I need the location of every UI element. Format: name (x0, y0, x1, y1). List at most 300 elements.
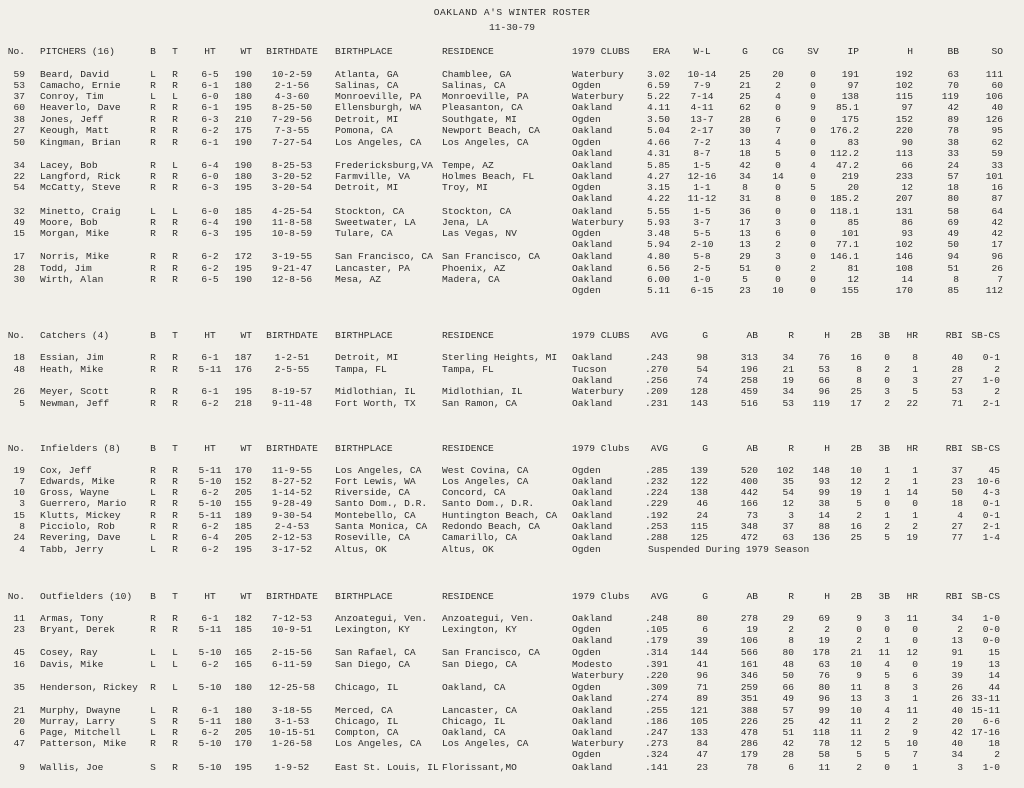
column-header: BIRTHDATE (266, 330, 318, 341)
player-cell: Oakland, CA (442, 682, 506, 693)
stat-cell: 26 (991, 263, 1003, 274)
player-cell: 7-29-56 (271, 114, 313, 125)
column-header: No. (7, 330, 25, 341)
stat-cell: 0-1 (982, 510, 1000, 521)
stat-cell: 10-6 (976, 476, 1000, 487)
column-header: SV (807, 46, 819, 57)
stat-cell: 33-11 (971, 693, 1000, 705)
stat-cell: 25 (739, 69, 751, 80)
stat-cell: 7 (775, 125, 781, 136)
stat-cell: 226 (740, 716, 758, 727)
column-header: BIRTHPLACE (335, 443, 393, 454)
stat-cell: 6.00 (646, 274, 670, 285)
stat-cell: 4 (957, 510, 963, 521)
player-cell: 5 (19, 398, 25, 409)
stat-cell: 348 (740, 521, 758, 532)
stat-cell: 0-1 (982, 498, 1000, 509)
player-cell: R (150, 171, 156, 182)
stat-cell: .186 (644, 716, 668, 727)
stat-cell: 119 (812, 398, 830, 409)
stat-cell: .192 (644, 510, 668, 521)
stat-cell: 74 (696, 375, 708, 387)
stat-cell: 2-10 (690, 239, 714, 251)
column-header: HT (204, 443, 216, 454)
stat-cell: 28 (951, 364, 963, 375)
stat-cell: 0 (884, 375, 890, 387)
stat-cell: 105 (690, 716, 708, 727)
player-cell: 195 (234, 544, 252, 555)
stat-cell: 25 (850, 532, 862, 543)
stat-cell: 62 (991, 137, 1003, 148)
stat-cell: 2 (884, 476, 890, 487)
player-cell: 6-2 (201, 125, 219, 136)
stat-cell: 5-5 (693, 228, 711, 239)
player-cell: L (150, 544, 156, 555)
stat-cell: 5 (884, 670, 890, 682)
stat-cell: 20 (951, 716, 963, 727)
player-name: Morgan, Mike (40, 228, 110, 239)
player-cell: Detroit, MI (335, 114, 399, 125)
stat-cell: 2 (994, 364, 1000, 375)
stat-cell: 96 (818, 693, 830, 705)
stat-cell: 0 (810, 228, 816, 239)
stat-cell: 8-7 (693, 148, 711, 160)
player-cell: R (150, 160, 156, 171)
club-cell: Ogden (572, 228, 601, 239)
stat-cell: 78 (746, 762, 758, 773)
player-name: Henderson, Rickey (40, 682, 138, 693)
stat-cell: 113 (895, 148, 913, 160)
player-cell: Madera, CA (442, 274, 500, 285)
club-cell: Waterbury (572, 91, 624, 102)
player-cell: R (150, 465, 156, 476)
stat-cell: 20 (847, 182, 859, 193)
column-header: R (788, 330, 794, 341)
stat-cell: 96 (696, 670, 708, 682)
stat-cell: 4 (884, 659, 890, 670)
player-cell: Fort Worth, TX (335, 398, 416, 409)
club-cell: Oakland (572, 487, 613, 498)
player-cell: R (150, 521, 156, 532)
player-cell: 53 (13, 80, 25, 91)
stat-cell: 37 (951, 465, 963, 476)
stat-cell: 122 (690, 476, 708, 487)
stat-cell: 91 (951, 647, 963, 658)
stat-cell: 4.31 (646, 148, 670, 160)
player-cell: 180 (234, 80, 252, 91)
stat-cell: 89 (696, 693, 708, 705)
column-header: WT (240, 330, 252, 341)
player-cell: 5-10 (198, 647, 222, 658)
player-cell: Anzoategui, Ven. (442, 613, 535, 624)
stat-cell: 23 (696, 762, 708, 773)
column-header: H (824, 443, 830, 454)
player-cell: Los Angeles, CA (442, 476, 529, 487)
player-cell: Chamblee, GA (442, 69, 512, 80)
column-header: G (702, 443, 708, 454)
stat-cell: 2-5 (693, 263, 711, 274)
stat-cell: 63 (818, 659, 830, 670)
player-cell: R (150, 682, 156, 693)
stat-cell: 16 (991, 182, 1003, 193)
column-header: B (150, 443, 156, 454)
stat-cell: 60 (991, 80, 1003, 91)
player-cell: L (150, 647, 156, 658)
stat-cell: 27 (951, 521, 963, 532)
player-cell: 5-10 (198, 738, 222, 749)
column-header: 2B (850, 443, 862, 454)
player-cell: 3-17-52 (271, 544, 313, 555)
stat-cell: 4 (775, 137, 781, 148)
player-cell: Redondo Beach, CA (442, 521, 540, 532)
stat-cell: 0 (810, 171, 816, 182)
stat-cell: .274 (644, 693, 668, 705)
column-header: RESIDENCE (442, 443, 494, 454)
club-cell: Oakland (572, 171, 613, 182)
player-cell: 6-2 (201, 521, 219, 532)
stat-cell: 28 (739, 114, 751, 125)
player-cell: 5-10 (198, 476, 222, 487)
stat-cell: 152 (895, 114, 913, 125)
stat-cell: 170 (895, 285, 913, 297)
stat-cell: 11 (850, 727, 862, 738)
player-cell: Farmville, VA (335, 171, 410, 182)
stat-cell: 442 (740, 487, 758, 498)
player-cell: L (150, 532, 156, 543)
player-cell: 5-11 (198, 465, 222, 476)
player-cell: 10-8-59 (271, 228, 313, 239)
player-cell: 24 (13, 532, 25, 543)
stat-cell: 14 (901, 274, 913, 285)
stat-cell: 36 (739, 206, 751, 217)
stat-cell: 39 (696, 635, 708, 647)
club-cell: Waterbury (572, 738, 624, 749)
stat-cell: 40 (951, 738, 963, 749)
stat-cell: 1 (912, 510, 918, 521)
player-cell: Sweetwater, LA (335, 217, 416, 228)
stat-cell: 34 (782, 386, 794, 397)
stat-cell: 14 (988, 670, 1000, 682)
stat-cell: 10-14 (687, 69, 717, 80)
player-cell: 7-3-55 (274, 125, 310, 136)
player-cell: R (172, 274, 178, 285)
stat-cell: 71 (951, 398, 963, 409)
stat-cell: 2 (994, 386, 1000, 397)
stat-cell: 54 (782, 487, 794, 498)
column-header: WT (240, 591, 252, 602)
stat-cell: 6 (702, 624, 708, 635)
stat-cell: 5 (856, 749, 862, 761)
player-cell: R (172, 487, 178, 498)
player-cell: 8-25-50 (271, 102, 313, 113)
player-cell: 180 (234, 171, 252, 182)
player-cell: 16 (13, 659, 25, 670)
stat-cell: 66 (818, 375, 830, 387)
player-cell: 7-12-53 (271, 613, 313, 624)
club-cell: Oakland (572, 521, 613, 532)
column-header: 1979 CLUBS (572, 46, 630, 57)
player-cell: Atlanta, GA (335, 69, 399, 80)
stat-cell: 39 (951, 670, 963, 682)
player-cell: 6 (19, 727, 25, 738)
player-cell: Los Angeles, CA (442, 137, 529, 148)
stat-cell: 3 (912, 682, 918, 693)
stat-cell: 9 (856, 613, 862, 624)
player-name: Wirth, Alan (40, 274, 104, 285)
stat-cell: 112 (985, 285, 1003, 297)
player-cell: West Covina, CA (442, 465, 529, 476)
stat-cell: 219 (841, 171, 859, 182)
player-cell: 2-15-56 (271, 647, 313, 658)
player-cell: 195 (234, 762, 252, 773)
player-cell: Los Angeles, CA (335, 465, 422, 476)
player-cell: 37 (13, 91, 25, 102)
player-cell: R (150, 352, 156, 363)
stat-cell: 1 (912, 762, 918, 773)
stat-cell: 0 (912, 659, 918, 670)
club-cell: Oakland (572, 716, 613, 727)
player-cell: Monroeville, PA (335, 91, 422, 102)
column-header: SB-CS (971, 330, 1000, 341)
stat-cell: 13 (988, 659, 1000, 670)
player-cell: 38 (13, 114, 25, 125)
stat-cell: 4.66 (646, 137, 670, 148)
stat-cell: 0-1 (982, 352, 1000, 363)
stat-cell: 6 (775, 228, 781, 239)
stat-cell: 66 (782, 682, 794, 693)
stat-cell: 40 (991, 102, 1003, 113)
stat-cell: 83 (847, 137, 859, 148)
stat-cell: 54 (696, 364, 708, 375)
column-header: SB-CS (971, 443, 1000, 454)
stat-cell: 12 (850, 476, 862, 487)
player-cell: 5-11 (198, 716, 222, 727)
stat-cell: 108 (895, 263, 913, 274)
column-header: CG (772, 46, 784, 57)
player-name: Norris, Mike (40, 251, 110, 262)
player-cell: 9-21-47 (271, 263, 313, 274)
player-cell: R (150, 738, 156, 749)
player-cell: 6-4 (201, 532, 219, 543)
player-cell: 6-11-59 (271, 659, 313, 670)
stat-cell: 346 (740, 670, 758, 682)
stat-cell: 42 (951, 727, 963, 738)
stat-cell: 37 (782, 521, 794, 532)
stat-cell: 7 (997, 274, 1003, 285)
stat-cell: 77.1 (835, 239, 859, 251)
stat-cell: 0 (810, 80, 816, 91)
player-name: Edwards, Mike (40, 476, 115, 487)
stat-cell: 6 (912, 670, 918, 682)
stat-cell: 3 (775, 251, 781, 262)
stat-cell: 20 (772, 69, 784, 80)
player-cell: Troy, MI (442, 182, 489, 193)
stat-cell: 17 (850, 398, 862, 409)
stat-cell: 51 (947, 263, 959, 274)
player-cell: 2-4-53 (274, 521, 310, 532)
player-cell: Lancaster, CA (442, 705, 517, 716)
stat-cell: 3.15 (646, 182, 670, 193)
column-header: G (702, 330, 708, 341)
player-cell: Detroit, MI (335, 352, 399, 363)
player-name: Tabb, Jerry (40, 544, 104, 555)
player-cell: 6-3 (201, 114, 219, 125)
stat-cell: 0 (810, 285, 816, 297)
stat-cell: 0 (912, 624, 918, 635)
stat-cell: 42 (818, 716, 830, 727)
stat-cell: 102 (895, 239, 913, 251)
stat-cell: 25 (850, 386, 862, 397)
player-cell: 170 (234, 738, 252, 749)
player-cell: 5-10 (198, 762, 222, 773)
stat-cell: 34 (951, 613, 963, 624)
club-cell: Oakland (572, 476, 613, 487)
stat-cell: .314 (644, 647, 668, 658)
player-cell: 210 (234, 114, 252, 125)
player-cell: R (172, 171, 178, 182)
player-cell: 12-8-56 (271, 274, 313, 285)
player-cell: Los Angeles, CA (335, 137, 422, 148)
player-cell: Altus, OK (442, 544, 494, 555)
player-cell: 6-2 (201, 487, 219, 498)
stat-cell: 34 (782, 352, 794, 363)
player-name: Meyer, Scott (40, 386, 110, 397)
club-cell: Waterbury (572, 386, 624, 397)
stat-cell: 3 (884, 386, 890, 397)
club-cell: Waterbury (572, 217, 624, 228)
stat-cell: 49 (782, 693, 794, 705)
player-cell: 8 (19, 521, 25, 532)
stat-cell: 44 (988, 682, 1000, 693)
player-cell: 1-9-52 (274, 762, 310, 773)
stat-cell: 19 (850, 487, 862, 498)
player-cell: 185 (234, 521, 252, 532)
club-cell: Oakland (572, 125, 613, 136)
stat-cell: 31 (739, 193, 751, 205)
player-cell: 6-1 (201, 386, 219, 397)
stat-cell: 258 (740, 375, 758, 387)
stat-cell: 33 (991, 160, 1003, 171)
player-cell: 172 (234, 251, 252, 262)
stat-cell: 8 (788, 635, 794, 647)
stat-cell: .247 (644, 727, 668, 738)
stat-cell: 80 (947, 193, 959, 205)
player-cell: Stockton, CA (335, 206, 405, 217)
stat-cell: .229 (644, 498, 668, 509)
player-cell: 11-8-58 (271, 217, 313, 228)
stat-cell: 1 (884, 635, 890, 647)
player-name: Heaverlo, Dave (40, 102, 121, 113)
stat-cell: .243 (644, 352, 668, 363)
stat-cell: 1 (884, 510, 890, 521)
player-cell: Tampa, FL (442, 364, 494, 375)
stat-cell: 50 (951, 487, 963, 498)
stat-cell: 1 (884, 465, 890, 476)
stat-cell: 16 (850, 352, 862, 363)
column-header: AVG (650, 330, 668, 341)
stat-cell: 57 (782, 705, 794, 716)
stat-cell: 0 (912, 635, 918, 647)
stat-cell: 1-5 (693, 206, 711, 217)
column-header: BIRTHDATE (266, 46, 318, 57)
player-cell: 6-0 (201, 206, 219, 217)
column-header: 3B (878, 330, 890, 341)
column-header: T (172, 330, 178, 341)
stat-cell: 26 (951, 693, 963, 705)
stat-cell: 94 (947, 251, 959, 262)
stat-cell: 5 (884, 738, 890, 749)
player-cell: Salinas, CA (335, 80, 399, 91)
stat-cell: 0-0 (982, 624, 1000, 635)
player-cell: L (150, 487, 156, 498)
stat-cell: 106 (740, 635, 758, 647)
stat-cell: 18 (947, 182, 959, 193)
stat-cell: 63 (782, 532, 794, 543)
stat-cell: 2 (884, 727, 890, 738)
player-cell: R (150, 398, 156, 409)
stat-cell: 2 (856, 510, 862, 521)
column-header: PITCHERS (16) (40, 46, 115, 57)
player-cell: 180 (234, 682, 252, 693)
stat-cell: 5.85 (646, 160, 670, 171)
player-cell: R (150, 476, 156, 487)
stat-cell: 10 (772, 285, 784, 297)
stat-cell: 101 (985, 171, 1003, 182)
stat-cell: 8 (856, 364, 862, 375)
player-cell: 205 (234, 532, 252, 543)
column-header: B (150, 46, 156, 57)
stat-cell: 5 (912, 386, 918, 397)
stat-cell: 45 (988, 465, 1000, 476)
player-cell: R (150, 114, 156, 125)
column-header: SB-CS (971, 591, 1000, 602)
column-header: BIRTHPLACE (335, 330, 393, 341)
stat-cell: 19 (906, 532, 918, 543)
column-header: Infielders (8) (40, 443, 121, 454)
stat-cell: 146.1 (830, 251, 859, 262)
column-header: AVG (650, 443, 668, 454)
stat-cell: 220 (895, 125, 913, 136)
stat-cell: 5.94 (646, 239, 670, 251)
column-header: IP (847, 46, 859, 57)
player-cell: 21 (13, 705, 25, 716)
player-cell: 1-14-52 (271, 487, 313, 498)
stat-cell: 131 (895, 206, 913, 217)
stat-cell: 0 (775, 182, 781, 193)
stat-cell: 62 (739, 102, 751, 113)
stat-cell: .253 (644, 521, 668, 532)
stat-cell: 0 (884, 498, 890, 509)
stat-cell: 5 (884, 749, 890, 761)
stat-cell: 148 (812, 465, 830, 476)
player-cell: 28 (13, 263, 25, 274)
stat-cell: 10 (850, 705, 862, 716)
stat-cell: 21 (850, 647, 862, 658)
player-cell: R (172, 762, 178, 773)
player-cell: 35 (13, 682, 25, 693)
player-cell: R (172, 137, 178, 148)
stat-cell: 25 (782, 716, 794, 727)
stat-cell: 12 (850, 738, 862, 749)
stat-cell: .255 (644, 705, 668, 716)
stat-cell: 14 (772, 171, 784, 182)
stat-cell: 0 (810, 193, 816, 205)
club-cell: Oakland (572, 705, 613, 716)
column-header: B (150, 330, 156, 341)
stat-cell: 40 (951, 705, 963, 716)
stat-cell: 80 (782, 647, 794, 658)
player-cell: R (150, 498, 156, 509)
